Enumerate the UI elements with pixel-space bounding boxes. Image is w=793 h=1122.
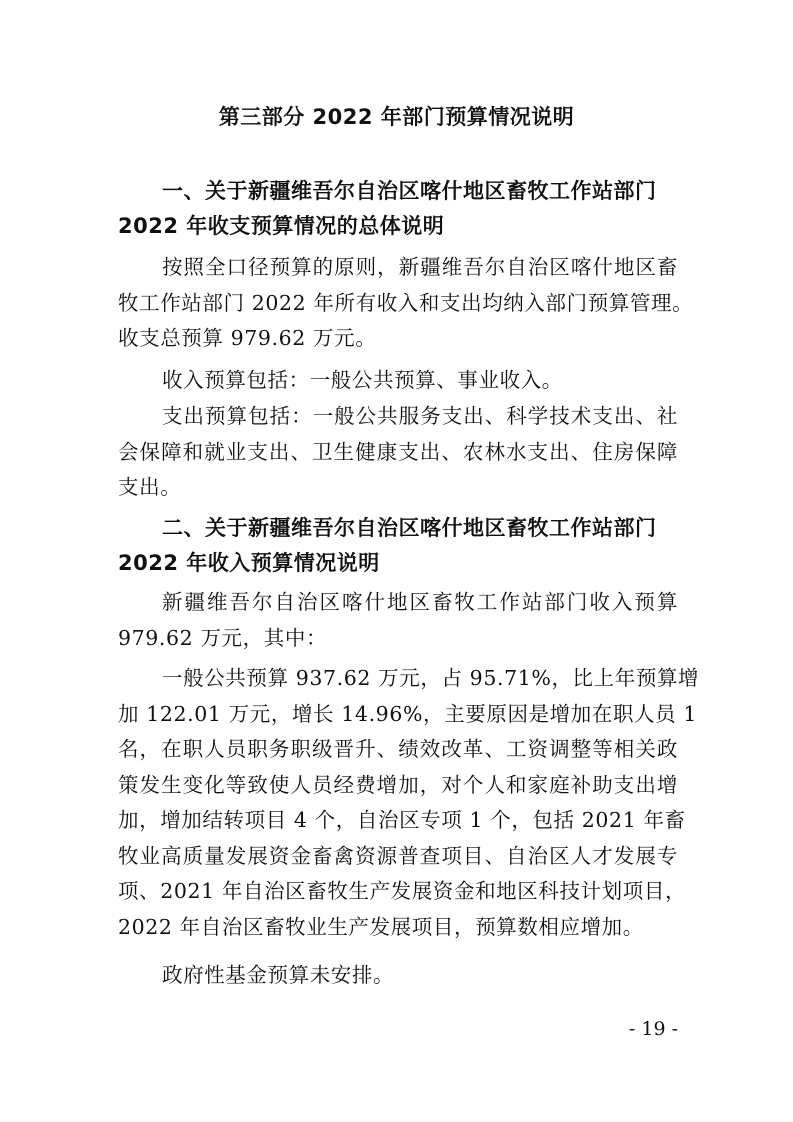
- paragraph-line: 按照全口径预算的原则，新疆维吾尔自治区喀什地区畜: [162, 255, 678, 279]
- paragraph-line: 支出预算包括：一般公共服务支出、科学技术支出、社: [162, 404, 678, 428]
- paragraph-line: 会保障和就业支出、卫生健康支出、农林水支出、住房保障: [118, 439, 678, 464]
- heading-line: 二、关于新疆维吾尔自治区喀什地区畜牧工作站部门: [162, 516, 657, 540]
- section-2-paragraph-2: [118, 661, 700, 945]
- page-title: 第三部分 2022 年部门预算情况说明: [218, 105, 575, 129]
- paragraph-line: 名，在职人员职务职级晋升、绩效改革、工资调整等相关政: [118, 737, 678, 761]
- paragraph-line: 979.62 万元，其中：: [118, 625, 328, 650]
- paragraph-line: 加，增加结转项目 4 个，自治区专项 1 个，包括 2021 年畜: [118, 808, 686, 832]
- paragraph-line: 牧工作站部门 2022 年所有收入和支出均纳入部门预算管理。: [118, 290, 694, 315]
- heading-line: 2022 年收支预算情况的总体说明: [118, 214, 445, 238]
- section-1-paragraph-2: [118, 363, 678, 399]
- paragraph-line: 加 122.01 万元，增长 14.96%，主要原因是增加在职人员 1: [118, 701, 698, 726]
- paragraph-line: 策发生变化等致使人员经费增加，对个人和家庭补助支出增: [118, 772, 678, 797]
- section-1-heading: [118, 174, 678, 244]
- paragraph-line: 牧业高质量发展资金畜禽资源普查项目、自治区人才发展专: [118, 843, 678, 868]
- page-number: - 19 -: [628, 1018, 678, 1040]
- paragraph-line: 一般公共预算 937.62 万元，占 95.71%，比上年预算增: [162, 666, 700, 690]
- paragraph-line: 收入预算包括：一般公共预算、事业收入。: [162, 368, 563, 392]
- paragraph-line: 收支总预算 979.62 万元。: [118, 326, 377, 350]
- paragraph-line: 支出。: [118, 475, 182, 499]
- section-2-paragraph-1: [118, 585, 678, 656]
- paragraph-line: 政府性基金预算未安排。: [162, 963, 395, 987]
- paragraph-line: 新疆维吾尔自治区喀什地区畜牧工作站部门收入预算: [162, 590, 678, 614]
- heading-line: 一、关于新疆维吾尔自治区喀什地区畜牧工作站部门: [162, 179, 657, 203]
- paragraph-line: 2022 年自治区畜牧业生产发展项目，预算数相应增加。: [118, 914, 644, 939]
- section-2-heading: [118, 511, 678, 581]
- section-1-paragraph-3: [118, 399, 678, 506]
- heading-line: 2022 年收入预算情况说明: [118, 551, 380, 575]
- section-2-paragraph-3: [118, 958, 678, 994]
- paragraph-line: 项、2021 年自治区畜牧生产发展资金和地区科技计划项目，: [118, 879, 687, 903]
- section-1-paragraph-1: [118, 250, 694, 357]
